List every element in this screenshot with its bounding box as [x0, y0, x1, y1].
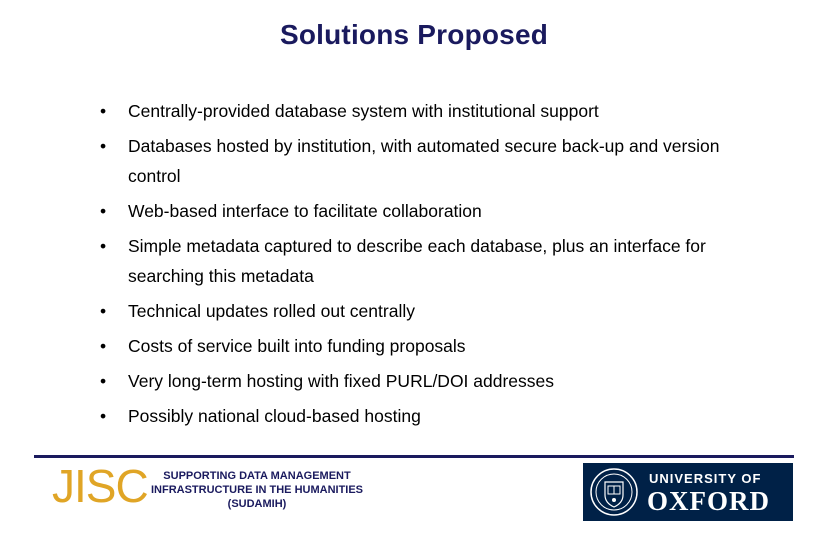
bullet-dot: • [100, 371, 107, 391]
oxford-logo [583, 463, 793, 521]
bullet-item [100, 401, 720, 431]
bullet-text: Centrally-provided database system with institutional support [128, 101, 599, 121]
bullet-item [100, 231, 720, 291]
bullet-item [100, 131, 720, 191]
sudamih-project-label [142, 469, 372, 511]
bullet-dot: • [100, 101, 107, 121]
bullet-text: Technical updates rolled out centrally [128, 301, 415, 321]
bullet-item [100, 296, 720, 326]
bullet-text: Simple metadata captured to describe each database, plus an interface for searching this metadata [128, 236, 706, 286]
bullet-list [100, 96, 720, 436]
footer-divider [34, 455, 794, 458]
bullet-dot: • [100, 136, 107, 156]
project-line-1: SUPPORTING DATA MANAGEMENT [163, 470, 351, 482]
bullet-dot: • [100, 336, 107, 356]
project-line-2: INFRASTRUCTURE IN THE HUMANITIES [150, 484, 364, 496]
bullet-dot: • [100, 236, 107, 256]
bullet-dot: • [100, 406, 107, 426]
bullet-text: Costs of service built into funding proposals [128, 336, 466, 356]
bullet-text: Web-based interface to facilitate collaboration [128, 201, 482, 221]
bullet-text: Very long-term hosting with fixed PURL/DOI addresses [128, 371, 555, 391]
bullet-item [100, 366, 720, 396]
bullet-text: Possibly national cloud-based hosting [128, 406, 421, 426]
bullet-item [100, 196, 720, 226]
university-of-label: UNIVERSITY OF [649, 471, 762, 486]
jisc-logo: JISC [52, 460, 148, 512]
bullet-item [100, 96, 720, 126]
bullet-item [100, 331, 720, 361]
slide-title: Solutions Proposed [279, 19, 549, 50]
bullet-dot: • [100, 201, 107, 221]
project-acronym: (SUDAMIH) [227, 498, 287, 510]
oxford-wordmark: OXFORD [647, 486, 770, 516]
oxford-crest-icon [589, 467, 639, 517]
bullet-dot: • [100, 301, 107, 321]
bullet-text: Databases hosted by institution, with automated secure back-up and version control [128, 136, 720, 186]
